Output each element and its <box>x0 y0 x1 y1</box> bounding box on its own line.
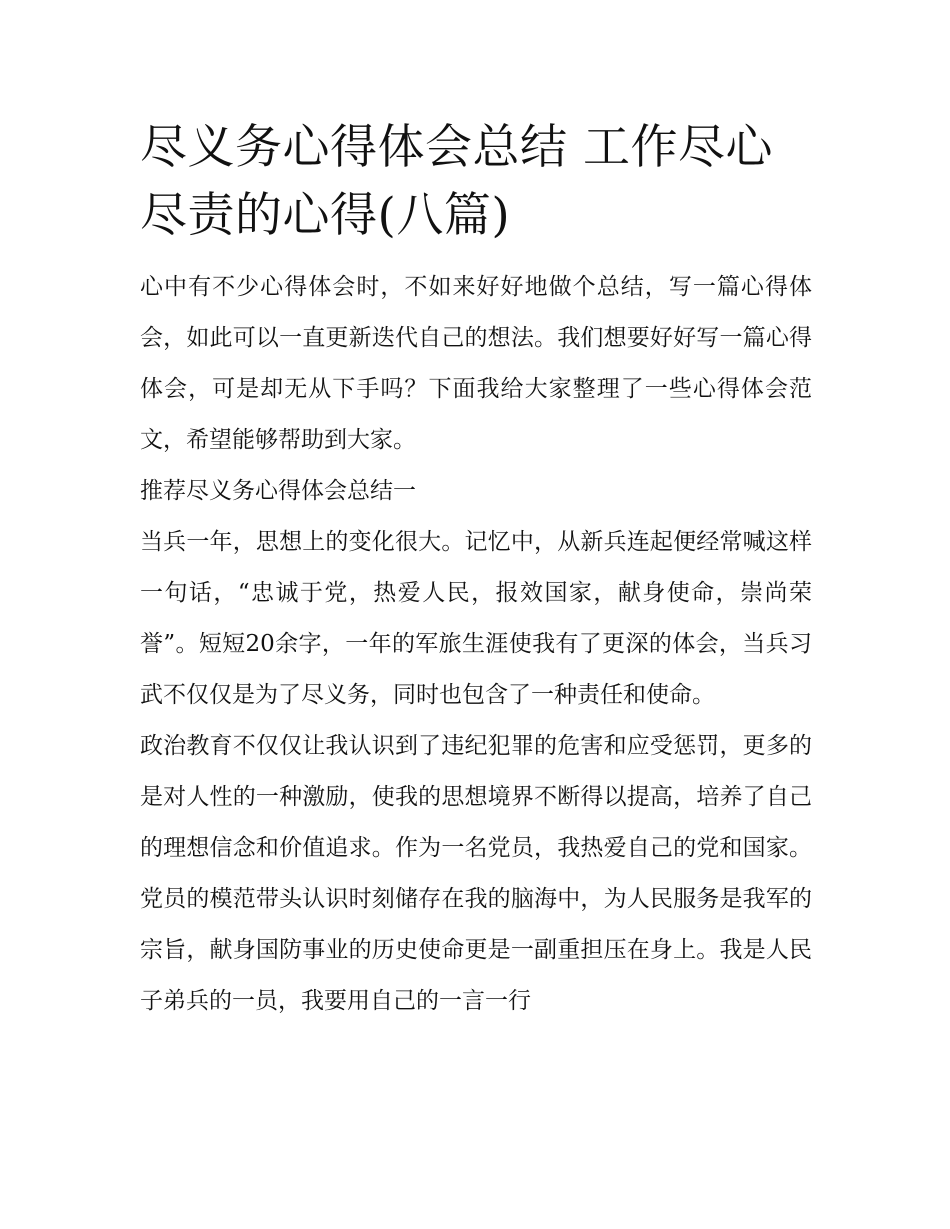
document-title: 尽义务心得体会总结 工作尽心尽责的心得(八篇) <box>140 120 773 243</box>
intro-paragraph: 心中有不少心得体会时，不如来好好地做个总结，写一篇心得体会，如此可以一直更新迭代自己的想法。我们想要好好写一篇心得体会，可是却无从下手吗？下面我给大家整理了一些心得体会范文，希望能够帮助到大家。 <box>140 274 812 453</box>
document-content <box>140 114 812 1027</box>
body-paragraph-2: 政治教育不仅仅让我认识到了违纪犯罪的危害和应受惩罚，更多的是对人性的一种激励，使我的思想境界不断得以提高，培养了自己的理想信念和价值追求。作为一名党员，我热爱自己的党和国家。党员的模范带头认识时刻储存在我的脑海中，为人民服务是我军的宗旨，献身国防事业的历史使命更是一副重担压在身上。我是人民子弟兵的一员，我要用自己的一言一行 <box>140 733 812 1014</box>
body-paragraph-1: 当兵一年，思想上的变化很大。记忆中，从新兵连起便经常喊这样一句话，“忠诚于党，热爱人民，报效国家，献身使命，崇尚荣誉”。短短20余字，一年的军旅生涯使我有了更深的体会，当兵习武不仅仅是为了尽义务，同时也包含了一种责任和使命。 <box>140 529 812 708</box>
section-heading: 推荐尽义务心得体会总结一 <box>140 478 416 504</box>
